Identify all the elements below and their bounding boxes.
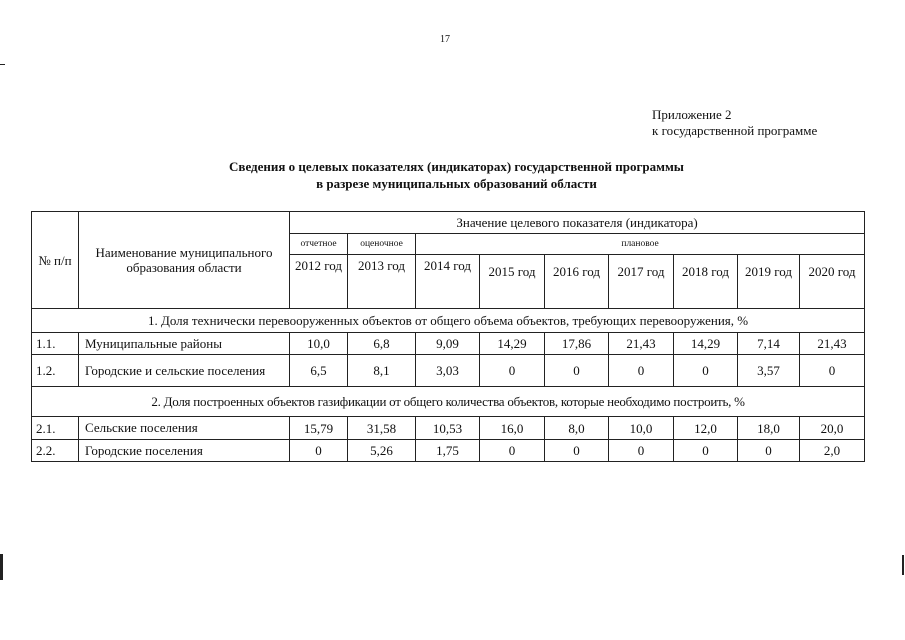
header-value-group: Значение целевого показателя (индикатора): [290, 212, 865, 234]
value-cell: 10,53: [416, 417, 480, 440]
section-title: 2. Доля построенных объектов газификации от общего количества объектов, которые необходимо построить, %: [32, 387, 865, 417]
row-number: 1.1.: [32, 333, 79, 355]
value-cell: 20,0: [800, 417, 865, 440]
value-cell: 14,29: [480, 333, 545, 355]
value-cell: 0: [480, 355, 545, 387]
value-cell: 14,29: [674, 333, 738, 355]
scan-edge-mark-top-left: [0, 64, 5, 65]
value-cell: 3,57: [738, 355, 800, 387]
page-number: 17: [440, 34, 450, 45]
value-cell: 8,1: [348, 355, 416, 387]
row-name: Сельские поселения: [79, 417, 290, 440]
header-number: № п/п: [32, 212, 79, 309]
value-cell: 6,5: [290, 355, 348, 387]
section-title: 1. Доля технически перевооруженных объектов от общего объема объектов, требующих перевооружения, %: [32, 309, 865, 333]
title-line-2: в разрезе муниципальных образований области: [316, 176, 597, 191]
value-cell: 9,09: [416, 333, 480, 355]
value-cell: 0: [545, 440, 609, 462]
year-header: 2017 год: [609, 255, 674, 309]
appendix-line-2: к государственной программе: [652, 123, 818, 138]
header-row-1: [32, 212, 865, 234]
value-cell: 0: [738, 440, 800, 462]
value-cell: 5,26: [348, 440, 416, 462]
year-header: 2018 год: [674, 255, 738, 309]
year-header: 2013 год: [348, 255, 416, 309]
scan-edge-mark-right: [902, 555, 904, 575]
row-name: Городские и сельские поселения: [79, 355, 290, 387]
appendix-caption: [652, 107, 817, 139]
table-row: [32, 440, 865, 462]
row-number: 1.2.: [32, 355, 79, 387]
value-cell: 8,0: [545, 417, 609, 440]
value-cell: 0: [609, 440, 674, 462]
row-name: Муниципальные районы: [79, 333, 290, 355]
value-cell: 10,0: [609, 417, 674, 440]
year-header: 2015 год: [480, 255, 545, 309]
appendix-line-1: Приложение 2: [652, 107, 732, 122]
indicators-table: [31, 211, 865, 462]
value-cell: 0: [609, 355, 674, 387]
value-cell: 6,8: [348, 333, 416, 355]
value-cell: 16,0: [480, 417, 545, 440]
section-row: [32, 309, 865, 333]
header-estimated: оценочное: [348, 234, 416, 255]
table-row: [32, 333, 865, 355]
table-row: [32, 355, 865, 387]
row-name: Городские поселения: [79, 440, 290, 462]
header-planned: плановое: [416, 234, 865, 255]
value-cell: 7,14: [738, 333, 800, 355]
value-cell: 18,0: [738, 417, 800, 440]
title-line-1: Сведения о целевых показателях (индикаторах) государственной программы: [229, 159, 684, 174]
value-cell: 1,75: [416, 440, 480, 462]
row-number: 2.1.: [32, 417, 79, 440]
section-row: [32, 387, 865, 417]
year-header: 2012 год: [290, 255, 348, 309]
document-title: [0, 158, 905, 192]
value-cell: 3,03: [416, 355, 480, 387]
value-cell: 0: [674, 440, 738, 462]
header-name: Наименование муниципального образования области: [79, 212, 290, 309]
value-cell: 0: [480, 440, 545, 462]
table-row: [32, 417, 865, 440]
year-header: 2019 год: [738, 255, 800, 309]
value-cell: 12,0: [674, 417, 738, 440]
value-cell: 2,0: [800, 440, 865, 462]
row-number: 2.2.: [32, 440, 79, 462]
value-cell: 10,0: [290, 333, 348, 355]
value-cell: 0: [290, 440, 348, 462]
year-header: 2014 год: [416, 255, 480, 309]
header-reported: отчетное: [290, 234, 348, 255]
year-header: 2016 год: [545, 255, 609, 309]
value-cell: 21,43: [609, 333, 674, 355]
value-cell: 0: [674, 355, 738, 387]
value-cell: 17,86: [545, 333, 609, 355]
value-cell: 21,43: [800, 333, 865, 355]
value-cell: 31,58: [348, 417, 416, 440]
value-cell: 15,79: [290, 417, 348, 440]
year-header: 2020 год: [800, 255, 865, 309]
value-cell: 0: [800, 355, 865, 387]
scan-edge-mark-left: [0, 554, 3, 580]
value-cell: 0: [545, 355, 609, 387]
